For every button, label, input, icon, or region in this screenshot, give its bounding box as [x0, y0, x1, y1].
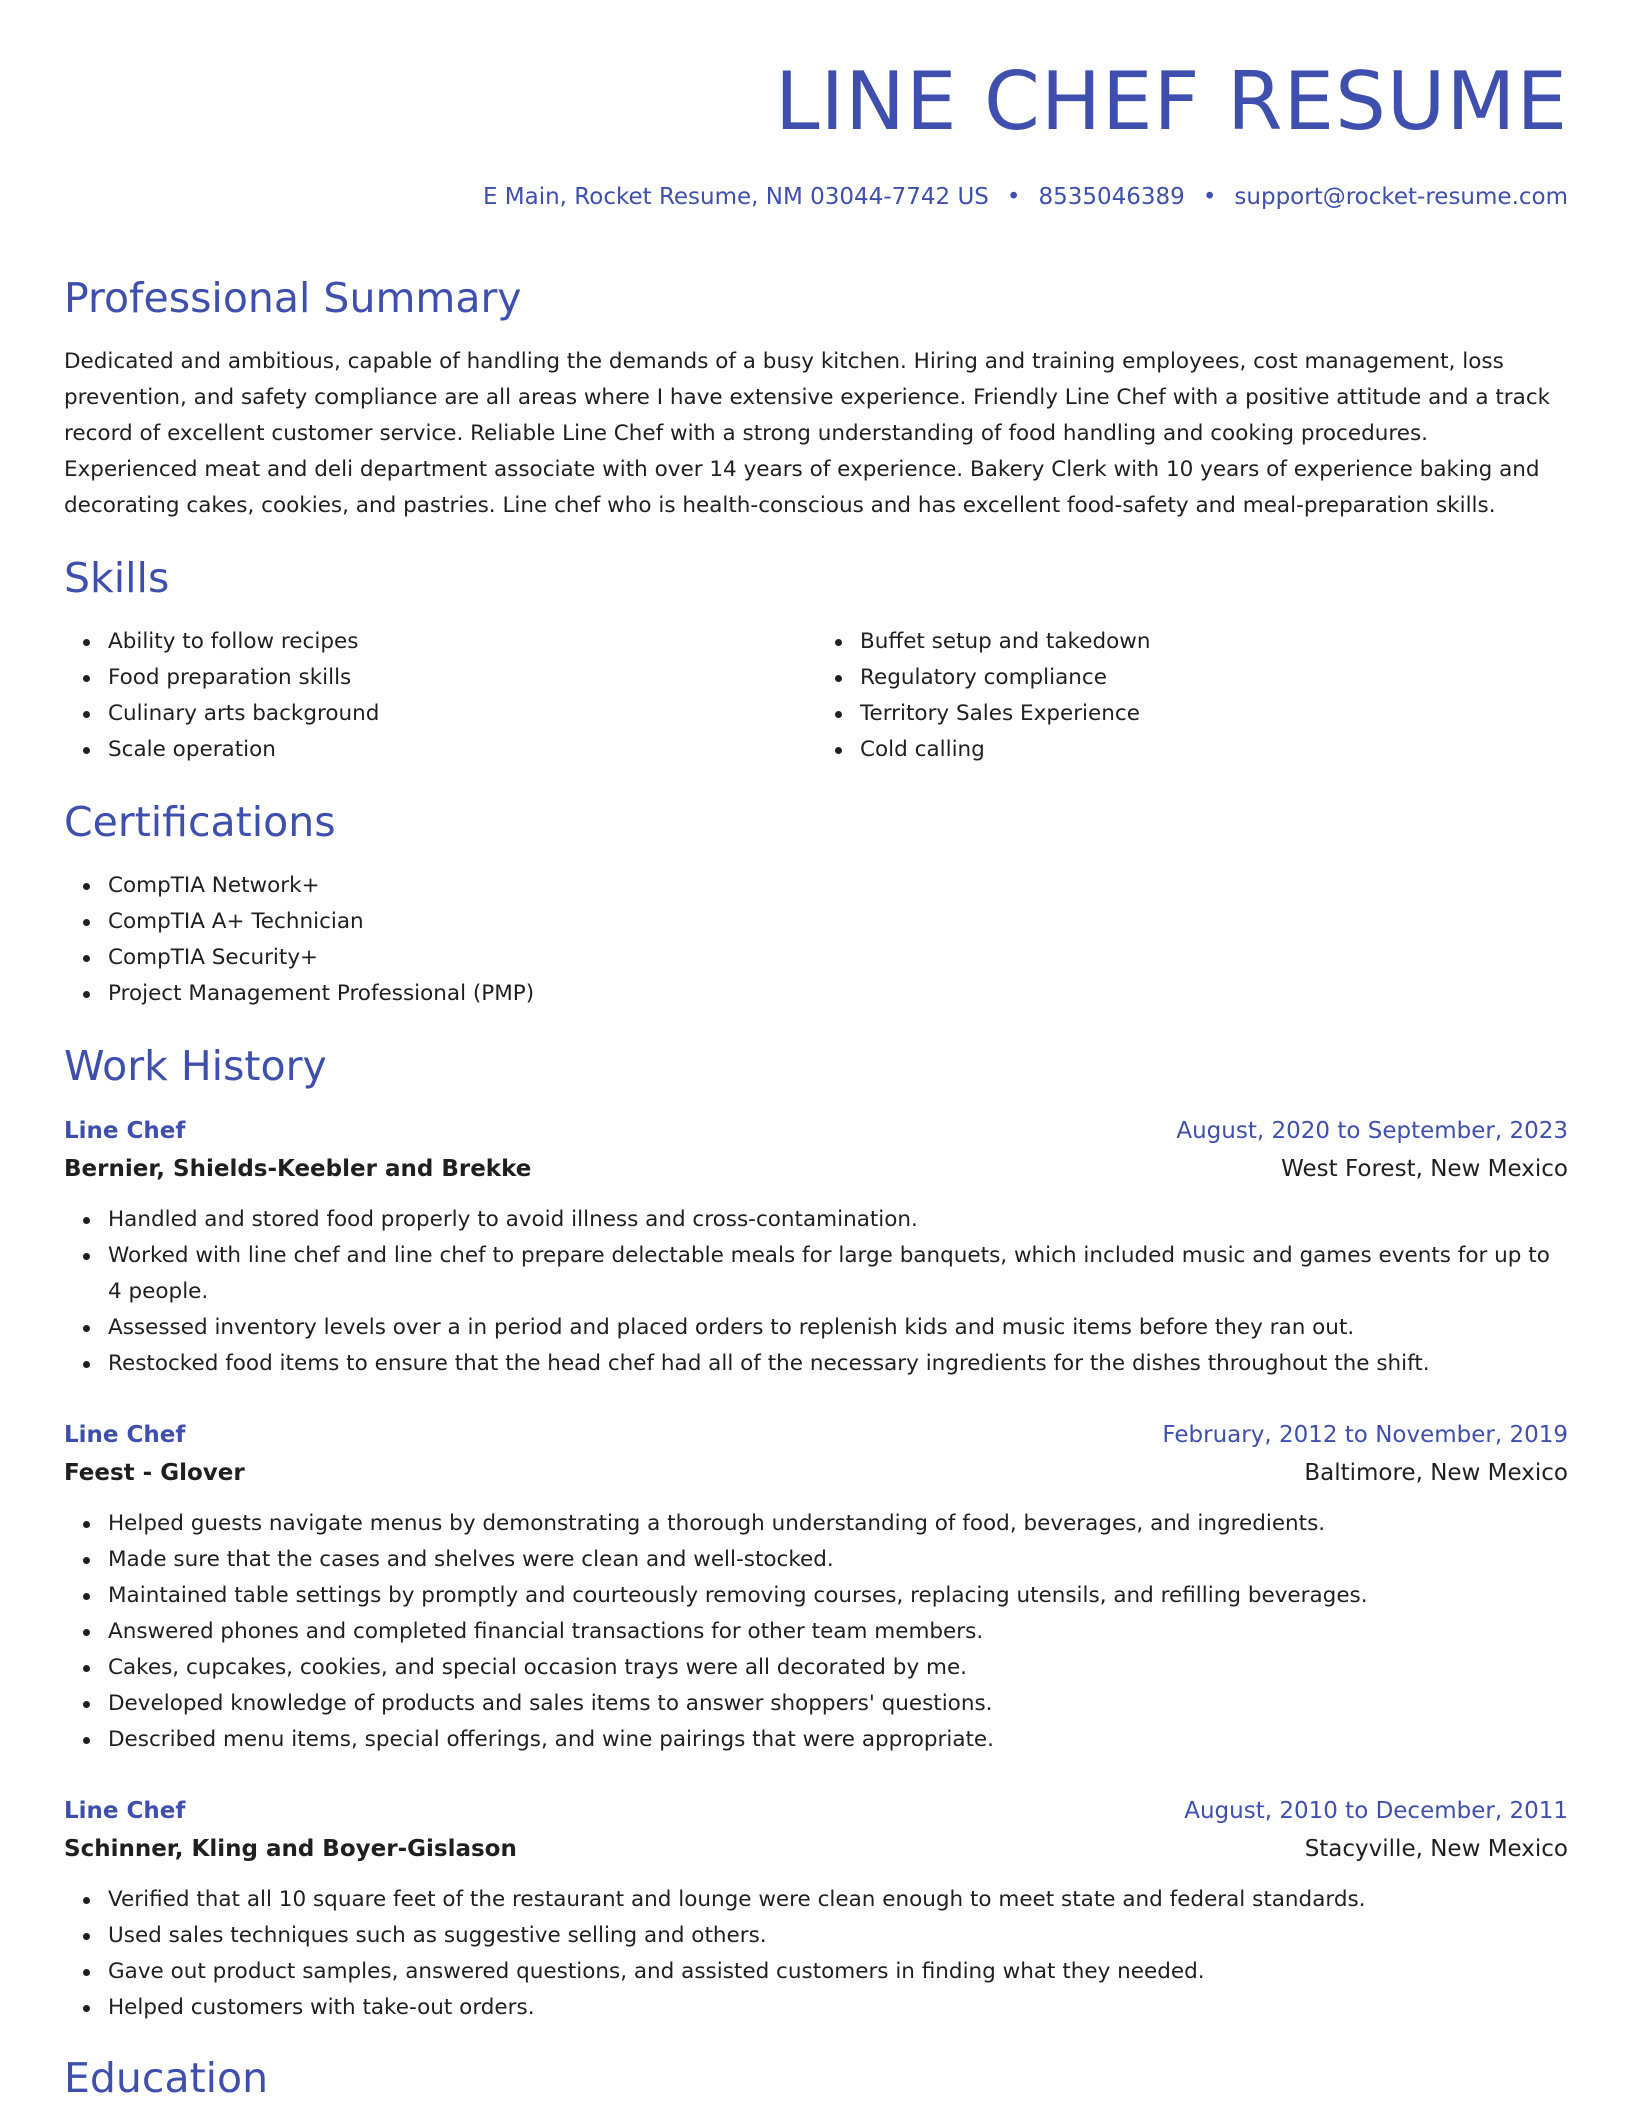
- work-history-heading: Work History: [64, 1042, 327, 1090]
- job-entry: [64, 1416, 1568, 1758]
- contact-separator: •: [1006, 184, 1021, 210]
- job-title: Line Chef: [64, 1118, 186, 1144]
- job-bullets: [64, 1882, 1568, 2026]
- job-company: Schinner, Kling and Boyer-Gislason: [64, 1836, 517, 1862]
- list-item: Made sure that the cases and shelves were clean and well-stocked.: [108, 1542, 1568, 1578]
- list-item: Used sales techniques such as suggestive selling and others.: [108, 1918, 1568, 1954]
- job-header-row: [64, 1416, 1568, 1454]
- job-title: Line Chef: [64, 1798, 186, 1824]
- job-title: Line Chef: [64, 1422, 186, 1448]
- summary-text: Dedicated and ambitious, capable of handling the demands of a busy kitchen. Hiring and training employees, cost management, loss prevention, and safety compliance are all areas where I have extensive experience. Friendly Line Chef with a positive attitude and a track record of excellent customer service. Reliable Line Chef with a strong understanding of food handling and cooking procedures. Experienced meat and deli department associate with over 14 years of experience. Bakery Clerk with 10 years of experience baking and decorating cakes, cookies, and pastries. Line chef who is health-conscious and has excellent food-safety and meal-preparation skills.: [64, 349, 1551, 518]
- list-item: Culinary arts background: [108, 696, 816, 732]
- job-company: Bernier, Shields-Keebler and Brekke: [64, 1156, 532, 1182]
- list-item: Cakes, cupcakes, cookies, and special occasion trays were all decorated by me.: [108, 1650, 1568, 1686]
- job-company-row: [64, 1830, 1568, 1868]
- skills-list-right: [816, 624, 1568, 768]
- work-history-section: [64, 1040, 1568, 2026]
- list-item: Worked with line chef and line chef to prepare delectable meals for large banquets, which included music and games events for up to 4 people.: [108, 1238, 1568, 1310]
- skills-heading: Skills: [64, 554, 170, 602]
- contact-line: [64, 184, 1568, 210]
- job-dates: August, 2020 to September, 2023: [1176, 1118, 1568, 1144]
- contact-separator: •: [1202, 184, 1217, 210]
- job-company-row: [64, 1454, 1568, 1492]
- certifications-section: [64, 796, 1568, 1012]
- list-item: Maintained table settings by promptly and courteously removing courses, replacing utensils, and refilling beverages.: [108, 1578, 1568, 1614]
- job-entry: [64, 1792, 1568, 2026]
- contact-address: E Main, Rocket Resume, NM 03044-7742 US: [482, 184, 989, 210]
- contact-phone: 8535046389: [1038, 184, 1185, 210]
- list-item: Answered phones and completed financial transactions for other team members.: [108, 1614, 1568, 1650]
- list-item: Handled and stored food properly to avoid illness and cross-contamination.: [108, 1202, 1568, 1238]
- list-item: Project Management Professional (PMP): [108, 976, 1568, 1012]
- job-company-row: [64, 1150, 1568, 1188]
- job-header-row: [64, 1112, 1568, 1150]
- list-item: CompTIA Network+: [108, 868, 1568, 904]
- list-item: Restocked food items to ensure that the head chef had all of the necessary ingredients for the dishes throughout the shift.: [108, 1346, 1568, 1382]
- list-item: Helped guests navigate menus by demonstrating a thorough understanding of food, beverages, and ingredients.: [108, 1506, 1568, 1542]
- list-item: Helped customers with take-out orders.: [108, 1990, 1568, 2026]
- resume-header: [64, 0, 1568, 210]
- education-section: [64, 2052, 1568, 2104]
- summary-heading: Professional Summary: [64, 274, 522, 322]
- list-item: Developed knowledge of products and sales items to answer shoppers' questions.: [108, 1686, 1568, 1722]
- list-item: CompTIA Security+: [108, 940, 1568, 976]
- job-location: West Forest, New Mexico: [1281, 1156, 1568, 1182]
- certifications-list: [64, 868, 1568, 1012]
- job-bullets: [64, 1202, 1568, 1382]
- resume-title: LINE CHEF RESUME: [774, 55, 1568, 148]
- summary-section: [64, 272, 1568, 524]
- job-bullets: [64, 1506, 1568, 1758]
- list-item: Food preparation skills: [108, 660, 816, 696]
- certifications-heading: Certifications: [64, 798, 336, 846]
- list-item: Regulatory compliance: [860, 660, 1568, 696]
- job-dates: August, 2010 to December, 2011: [1184, 1798, 1568, 1824]
- list-item: Buffet setup and takedown: [860, 624, 1568, 660]
- job-company: Feest - Glover: [64, 1460, 245, 1486]
- list-item: Ability to follow recipes: [108, 624, 816, 660]
- list-item: Verified that all 10 square feet of the restaurant and lounge were clean enough to meet state and federal standards.: [108, 1882, 1568, 1918]
- list-item: Described menu items, special offerings, and wine pairings that were appropriate.: [108, 1722, 1568, 1758]
- skills-list-left: [64, 624, 816, 768]
- job-location: Stacyville, New Mexico: [1304, 1836, 1568, 1862]
- list-item: Assessed inventory levels over a in period and placed orders to replenish kids and music items before they ran out.: [108, 1310, 1568, 1346]
- list-item: Gave out product samples, answered questions, and assisted customers in finding what they needed.: [108, 1954, 1568, 1990]
- skills-section: [64, 552, 1568, 768]
- list-item: Scale operation: [108, 732, 816, 768]
- job-location: Baltimore, New Mexico: [1304, 1460, 1568, 1486]
- list-item: CompTIA A+ Technician: [108, 904, 1568, 940]
- contact-email: support@rocket-resume.com: [1234, 184, 1568, 210]
- job-entry: [64, 1112, 1568, 1382]
- list-item: Territory Sales Experience: [860, 696, 1568, 732]
- job-header-row: [64, 1792, 1568, 1830]
- list-item: Cold calling: [860, 732, 1568, 768]
- education-heading: Education: [64, 2054, 269, 2102]
- job-dates: February, 2012 to November, 2019: [1162, 1422, 1568, 1448]
- skills-columns: [64, 624, 1568, 768]
